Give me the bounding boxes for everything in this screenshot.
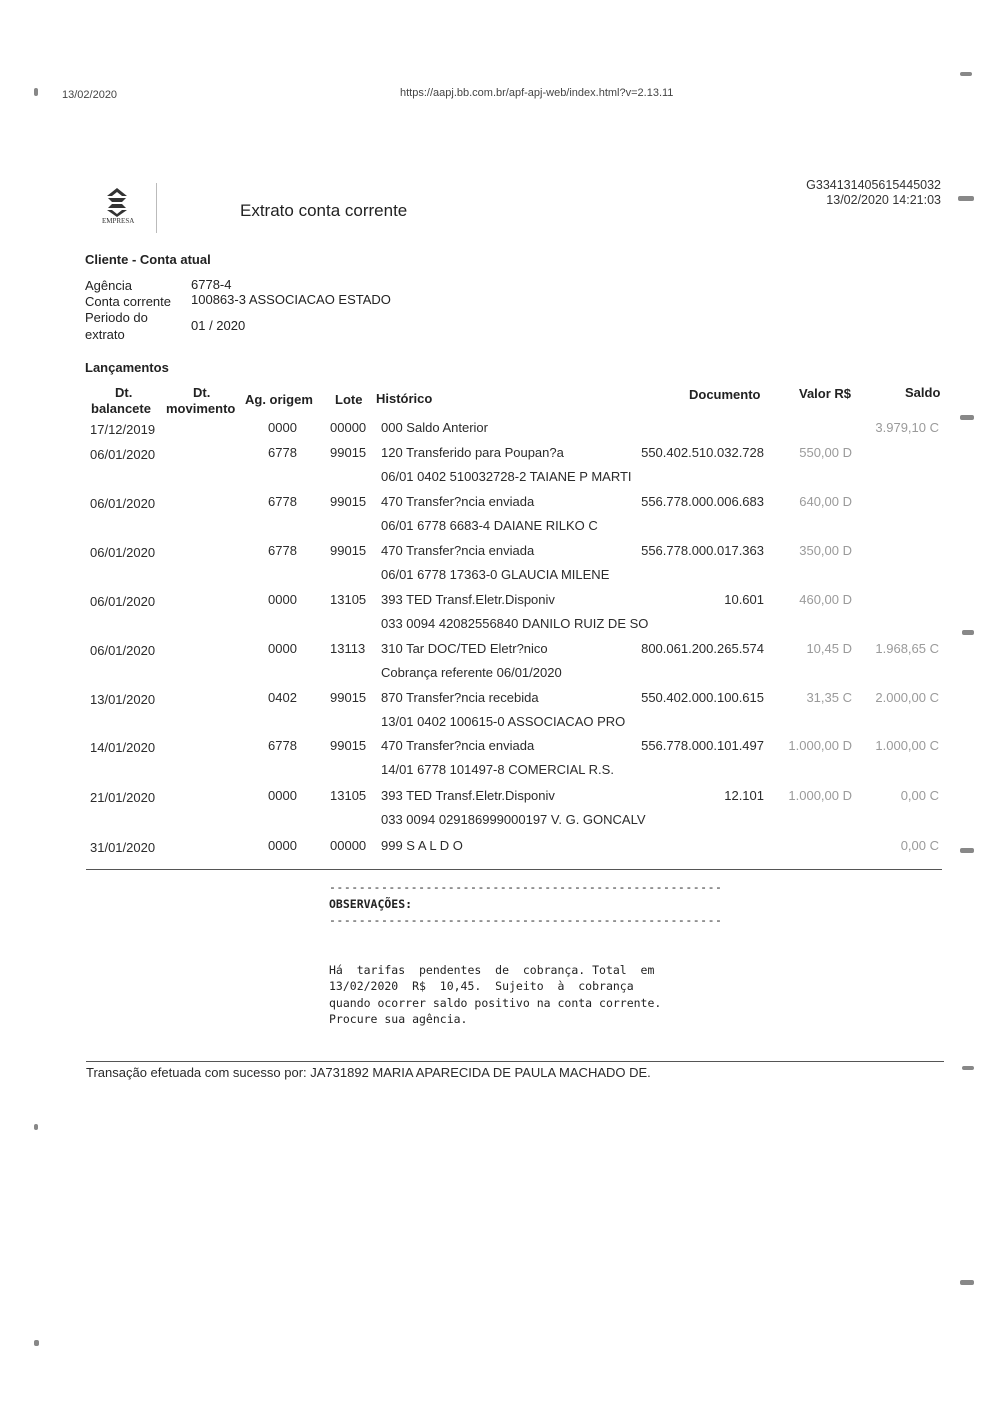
cell-saldo: 3.979,10 C — [875, 420, 939, 435]
cell-saldo: 1.000,00 C — [875, 738, 939, 753]
cell-historico-detail: 06/01 0402 510032728-2 TAIANE P MARTI — [381, 469, 632, 484]
col-historico: Histórico — [376, 391, 433, 406]
cell-saldo: 0,00 C — [900, 788, 939, 803]
logo-caption: EMPRESA — [102, 217, 135, 225]
table-row — [0, 592, 992, 641]
cell-valor: 350,00 D — [799, 543, 852, 558]
col-dt-movimento-2: movimento — [166, 401, 236, 416]
cell-date: 21/01/2020 — [90, 790, 156, 805]
cell-lote: 99015 — [330, 494, 367, 509]
cell-ag-origem: 0000 — [268, 420, 297, 435]
cell-ag-origem: 6778 — [268, 543, 297, 558]
cell-documento: 550.402.000.100.615 — [641, 690, 764, 705]
cell-documento: 550.402.510.032.728 — [641, 445, 764, 460]
cell-historico: 470 Transfer?ncia enviada — [381, 738, 535, 753]
cell-ag-origem: 0402 — [268, 690, 297, 705]
cell-saldo: 0,00 C — [900, 838, 939, 853]
client-section-title: Cliente - Conta atual — [85, 252, 211, 267]
cell-lote: 13105 — [330, 788, 367, 803]
bank-logo — [86, 183, 157, 233]
cell-date: 06/01/2020 — [90, 643, 156, 658]
cell-documento: 10.601 — [724, 592, 764, 607]
cell-historico: 120 Transferido para Poupan?a — [381, 445, 564, 460]
periodo-value: 01 / 2020 — [191, 318, 246, 333]
cell-documento: 556.778.000.006.683 — [641, 494, 764, 509]
obs-title: OBSERVAÇÕES: — [329, 897, 413, 911]
bb-logo-icon — [100, 187, 134, 217]
col-dt-balancete-1: Dt. — [115, 385, 133, 400]
table-row — [0, 543, 992, 592]
cell-date: 06/01/2020 — [90, 447, 156, 462]
cell-saldo: 1.968,65 C — [875, 641, 939, 656]
table-row — [0, 641, 992, 690]
col-documento: Documento — [689, 387, 761, 402]
table-row — [0, 690, 992, 739]
table-row — [0, 445, 992, 494]
cell-date: 17/12/2019 — [90, 422, 156, 437]
periodo-label-2: extrato — [85, 327, 125, 342]
col-ag-origem: Ag. origem — [245, 392, 313, 407]
cell-valor: 550,00 D — [799, 445, 852, 460]
cell-lote: 00000 — [330, 420, 367, 435]
page-url: https://aapj.bb.com.br/apf-apj-web/index.html?v=2.13.11 — [400, 87, 674, 99]
col-valor: Valor R$ — [799, 386, 852, 401]
cell-historico: 310 Tar DOC/TED Eletr?nico — [381, 641, 548, 656]
conta-label: Conta corrente — [85, 294, 171, 309]
document-title: Extrato conta corrente — [240, 201, 408, 220]
cell-valor: 1.000,00 D — [788, 738, 852, 753]
agencia-value: 6778-4 — [191, 277, 232, 292]
print-date: 13/02/2020 — [62, 89, 118, 101]
cell-date: 31/01/2020 — [90, 840, 156, 855]
cell-lote: 13105 — [330, 592, 367, 607]
document-code: G334131405615445032 — [806, 178, 941, 192]
cell-lote: 99015 — [330, 543, 367, 558]
cell-historico: 393 TED Transf.Eletr.Disponiv — [381, 788, 555, 803]
cell-historico-detail: 06/01 6778 6683-4 DAIANE RILKO C — [381, 518, 598, 533]
cell-ag-origem: 6778 — [268, 738, 297, 753]
cell-historico: 870 Transfer?ncia recebida — [381, 690, 539, 705]
cell-date: 06/01/2020 — [90, 496, 156, 511]
cell-lote: 00000 — [330, 838, 367, 853]
cell-historico: 470 Transfer?ncia enviada — [381, 543, 535, 558]
cell-historico-detail: 13/01 0402 100615-0 ASSOCIACAO PRO — [381, 714, 626, 729]
col-lote: Lote — [335, 392, 363, 407]
cell-documento: 12.101 — [724, 788, 764, 803]
document-identifier — [806, 178, 941, 208]
table-bottom-rule — [86, 869, 942, 870]
document-timestamp: 13/02/2020 14:21:03 — [826, 193, 941, 207]
table-row — [0, 738, 992, 787]
cell-historico-detail: 033 0094 029186999000197 V. G. GONCALV — [381, 812, 646, 827]
cell-lote: 99015 — [330, 690, 367, 705]
cell-date: 14/01/2020 — [90, 740, 156, 755]
periodo-label-1: Periodo do — [85, 310, 148, 325]
cell-ag-origem: 6778 — [268, 445, 297, 460]
cell-documento: 800.061.200.265.574 — [641, 641, 764, 656]
cell-historico: 393 TED Transf.Eletr.Disponiv — [381, 592, 555, 607]
col-saldo: Saldo — [905, 385, 941, 400]
cell-historico-detail: 14/01 6778 101497-8 COMERCIAL R.S. — [381, 762, 614, 777]
footer-rule — [86, 1061, 944, 1062]
cell-ag-origem: 6778 — [268, 494, 297, 509]
cell-historico: 000 Saldo Anterior — [381, 420, 488, 435]
table-row — [0, 788, 992, 837]
cell-historico: 999 S A L D O — [381, 838, 463, 853]
cell-valor: 1.000,00 D — [788, 788, 852, 803]
cell-historico-detail: 06/01 6778 17363-0 GLAUCIA MILENE — [381, 567, 610, 582]
col-dt-movimento-1: Dt. — [193, 385, 211, 400]
cell-documento: 556.778.000.017.363 — [641, 543, 764, 558]
cell-valor: 460,00 D — [799, 592, 852, 607]
cell-historico-detail: 033 0094 42082556840 DANILO RUIZ DE SO — [381, 616, 649, 631]
cell-date: 06/01/2020 — [90, 594, 156, 609]
cell-ag-origem: 0000 — [268, 592, 297, 607]
lancamentos-section-title: Lançamentos — [85, 360, 169, 375]
obs-dashes-top: ----------------------------------------------------- — [329, 880, 723, 894]
cell-date: 13/01/2020 — [90, 692, 156, 707]
cell-ag-origem: 0000 — [268, 838, 297, 853]
cell-documento: 556.778.000.101.497 — [641, 738, 764, 753]
cell-lote: 13113 — [330, 641, 366, 656]
cell-valor: 640,00 D — [799, 494, 852, 509]
conta-value: 100863-3 ASSOCIACAO ESTADO — [191, 292, 391, 307]
cell-date: 06/01/2020 — [90, 545, 156, 560]
cell-valor: 10,45 D — [806, 641, 852, 656]
footer-text: Transação efetuada com sucesso por: JA731892 MARIA APARECIDA DE PAULA MACHADO DE. — [86, 1065, 651, 1080]
cell-lote: 99015 — [330, 445, 367, 460]
cell-valor: 31,35 C — [806, 690, 852, 705]
obs-dashes-bottom: ----------------------------------------------------- — [329, 913, 723, 927]
agencia-label: Agência — [85, 278, 132, 293]
cell-ag-origem: 0000 — [268, 788, 297, 803]
table-row — [0, 494, 992, 543]
obs-body: Há tarifas pendentes de cobrança. Total em 13/02/2020 R$ 10,45. Sujeito à cobrança quando ocorrer saldo positivo na conta corrente. Procure sua agência. — [329, 963, 662, 1027]
cell-historico-detail: Cobrança referente 06/01/2020 — [381, 665, 562, 680]
cell-ag-origem: 0000 — [268, 641, 297, 656]
cell-lote: 99015 — [330, 738, 367, 753]
cell-historico: 470 Transfer?ncia enviada — [381, 494, 535, 509]
col-dt-balancete-2: balancete — [91, 401, 151, 416]
cell-saldo: 2.000,00 C — [875, 690, 939, 705]
